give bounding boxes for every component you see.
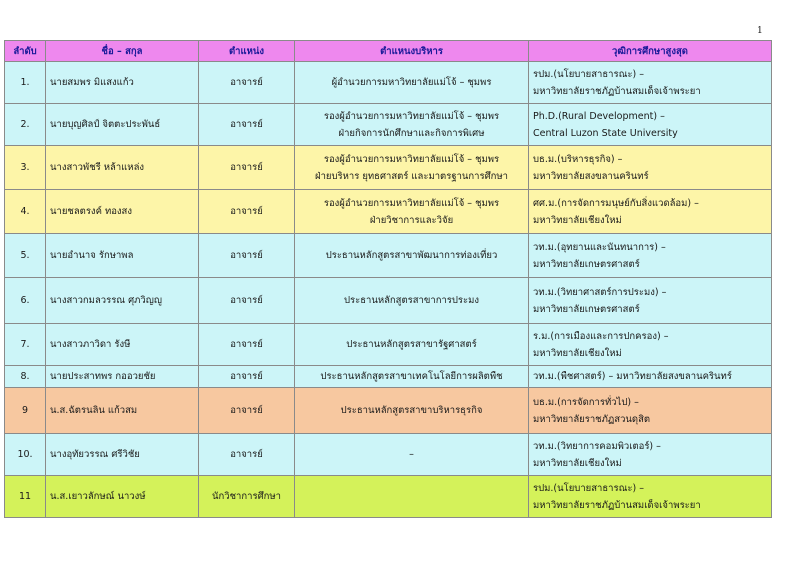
cell-education-line: มหาวิทยาลัยสงขลานครินทร์ bbox=[533, 170, 649, 182]
cell-education-line: มหาวิทยาลัยราชภัฏบ้านสมเด็จเจ้าพระยา bbox=[533, 85, 701, 97]
cell-admin-position-line: ฝ่ายกิจการนักศึกษาและกิจการพิเศษ bbox=[338, 127, 485, 139]
cell-position-text: อาจารย์ bbox=[230, 250, 263, 261]
cell-order bbox=[5, 62, 46, 104]
cell-position bbox=[199, 434, 295, 476]
cell-education-line: มหาวิทยาลัยเชียงใหม่ bbox=[533, 347, 622, 359]
cell-education-line: รปม.(นโยบายสาธารณะ) – bbox=[533, 482, 644, 494]
cell-education bbox=[529, 146, 772, 190]
header-education: วุฒิการศึกษาสูงสุด bbox=[529, 41, 772, 62]
table-row bbox=[5, 434, 772, 476]
cell-position-text: อาจารย์ bbox=[230, 449, 263, 460]
cell-name bbox=[46, 476, 199, 518]
cell-order bbox=[5, 434, 46, 476]
table-row bbox=[5, 62, 772, 104]
table-row bbox=[5, 234, 772, 278]
cell-education bbox=[529, 366, 772, 388]
cell-position bbox=[199, 278, 295, 324]
cell-order-text: 6. bbox=[20, 295, 30, 306]
cell-order-text: 8. bbox=[20, 371, 30, 382]
cell-position-text: อาจารย์ bbox=[230, 295, 263, 306]
table-row bbox=[5, 324, 772, 366]
cell-order bbox=[5, 324, 46, 366]
cell-name bbox=[46, 366, 199, 388]
cell-admin-position bbox=[295, 366, 529, 388]
cell-order-text: 7. bbox=[20, 339, 30, 350]
cell-education-line: ศศ.ม.(การจัดการมนุษย์กับสิ่งแวดล้อม) – bbox=[533, 197, 699, 209]
cell-admin-position-line: ประธานหลักสูตรสาขารัฐศาสตร์ bbox=[346, 339, 477, 350]
cell-education-line: Ph.D.(Rural Development) – bbox=[533, 110, 665, 122]
cell-order bbox=[5, 234, 46, 278]
table-header-row bbox=[5, 41, 772, 62]
cell-name bbox=[46, 324, 199, 366]
cell-education-line: วท.ม.(วิทยาศาสตร์การประมง) – bbox=[533, 286, 667, 298]
cell-name-text: นางสาวกมลวรรณ ศุภวิญญู bbox=[50, 295, 162, 306]
cell-education bbox=[529, 476, 772, 518]
header-position: ตำแหน่ง bbox=[199, 41, 295, 62]
cell-education bbox=[529, 190, 772, 234]
cell-admin-position bbox=[295, 190, 529, 234]
cell-name-text: นายอำนาจ รักษาพล bbox=[50, 250, 134, 261]
cell-position-text: อาจารย์ bbox=[230, 162, 263, 173]
cell-position bbox=[199, 366, 295, 388]
cell-education bbox=[529, 324, 772, 366]
staff-table bbox=[4, 40, 772, 518]
table-row bbox=[5, 190, 772, 234]
cell-admin-position-line: ประธานหลักสูตรสาขาพัฒนาการท่องเที่ยว bbox=[325, 250, 498, 261]
table-row bbox=[5, 366, 772, 388]
cell-education bbox=[529, 278, 772, 324]
cell-education-line: รปม.(นโยบายสาธารณะ) – bbox=[533, 68, 644, 80]
cell-name-text: น.ส.เยาวลักษณ์ นาวงษ์ bbox=[50, 491, 146, 502]
cell-education-line: วท.ม.(วิทยาการคอมพิวเตอร์) – bbox=[533, 440, 661, 452]
cell-order-text: 2. bbox=[20, 119, 30, 130]
table-row bbox=[5, 146, 772, 190]
cell-position-text: อาจารย์ bbox=[230, 405, 263, 416]
cell-position bbox=[199, 62, 295, 104]
table-row bbox=[5, 104, 772, 146]
cell-name-text: นางสาวภาวิดา รังษี bbox=[50, 339, 131, 350]
cell-order bbox=[5, 146, 46, 190]
cell-admin-position-line: ประธานหลักสูตรสาขาเทคโนโลยีการผลิตพืช bbox=[320, 371, 503, 382]
header-order: ลำดับ bbox=[5, 41, 46, 62]
cell-education bbox=[529, 104, 772, 146]
cell-position-text: นักวิชาการศึกษา bbox=[212, 491, 281, 502]
cell-education-line: บธ.ม.(บริหารธุรกิจ) – bbox=[533, 153, 623, 165]
cell-name-text: นายสมพร มิแสงแก้ว bbox=[50, 77, 134, 88]
table-row bbox=[5, 476, 772, 518]
cell-education-line: มหาวิทยาลัยราชภัฏสวนดุสิต bbox=[533, 413, 651, 425]
cell-education-line: มหาวิทยาลัยราชภัฏบ้านสมเด็จเจ้าพระยา bbox=[533, 499, 701, 511]
cell-position bbox=[199, 388, 295, 434]
cell-order bbox=[5, 388, 46, 434]
cell-position-text: อาจารย์ bbox=[230, 371, 263, 382]
cell-order-text: 1. bbox=[20, 77, 30, 88]
cell-admin-position bbox=[295, 476, 529, 518]
cell-admin-position bbox=[295, 324, 529, 366]
cell-name-text: นางอุทัยวรรณ ศรีวิชัย bbox=[50, 449, 140, 460]
cell-education bbox=[529, 234, 772, 278]
cell-name bbox=[46, 62, 199, 104]
cell-name bbox=[46, 146, 199, 190]
cell-order-text: 9 bbox=[21, 405, 29, 416]
cell-name bbox=[46, 278, 199, 324]
cell-admin-position-line: ผู้อำนวยการมหาวิทยาลัยแม่โจ้ – ชุมพร bbox=[331, 77, 492, 88]
cell-position bbox=[199, 324, 295, 366]
cell-position-text: อาจารย์ bbox=[230, 339, 263, 350]
cell-name bbox=[46, 234, 199, 278]
cell-order bbox=[5, 366, 46, 388]
cell-education-line: มหาวิทยาลัยเชียงใหม่ bbox=[533, 214, 622, 226]
cell-order-text: 5. bbox=[20, 250, 30, 261]
cell-name bbox=[46, 104, 199, 146]
cell-name-text: น.ส.ฉัตรนลิน แก้วสม bbox=[50, 405, 138, 416]
cell-admin-position bbox=[295, 146, 529, 190]
table-row bbox=[5, 388, 772, 434]
header-admin-position: ตำแหนงบริหาร bbox=[295, 41, 529, 62]
cell-education-line: วท.ม.(พืชศาสตร์) – มหาวิทยาลัยสงขลานครินทร์ bbox=[533, 371, 732, 382]
cell-position bbox=[199, 476, 295, 518]
table-row bbox=[5, 278, 772, 324]
cell-name bbox=[46, 434, 199, 476]
cell-order bbox=[5, 190, 46, 234]
cell-admin-position bbox=[295, 388, 529, 434]
cell-order-text: 4. bbox=[20, 206, 30, 217]
cell-admin-position bbox=[295, 62, 529, 104]
cell-admin-position-line: รองผู้อำนวยการมหาวิทยาลัยแม่โจ้ – ชุมพร bbox=[323, 110, 500, 122]
cell-education-line: มหาวิทยาลัยเกษตรศาสตร์ bbox=[533, 303, 640, 315]
cell-name bbox=[46, 190, 199, 234]
cell-admin-position bbox=[295, 104, 529, 146]
cell-education bbox=[529, 62, 772, 104]
cell-order-text: 11 bbox=[18, 491, 32, 502]
cell-position-text: อาจารย์ bbox=[230, 77, 263, 88]
cell-position bbox=[199, 146, 295, 190]
cell-order bbox=[5, 476, 46, 518]
cell-position bbox=[199, 190, 295, 234]
cell-admin-position bbox=[295, 234, 529, 278]
cell-education bbox=[529, 388, 772, 434]
cell-name-text: นายประสาทพร กออวยชัย bbox=[50, 371, 156, 382]
cell-education-line: วท.ม.(อุทยานและนันทนาการ) – bbox=[533, 241, 666, 253]
cell-admin-position-line: ประธานหลักสูตรสาขาบริหารธุรกิจ bbox=[340, 405, 483, 416]
cell-order bbox=[5, 278, 46, 324]
cell-admin-position bbox=[295, 434, 529, 476]
cell-education bbox=[529, 434, 772, 476]
cell-admin-position-line: รองผู้อำนวยการมหาวิทยาลัยแม่โจ้ – ชุมพร bbox=[323, 197, 500, 209]
cell-education-line: บธ.ม.(การจัดการทั่วไป) – bbox=[533, 396, 639, 408]
cell-admin-position bbox=[295, 278, 529, 324]
cell-order-text: 3. bbox=[20, 162, 30, 173]
cell-position-text: อาจารย์ bbox=[230, 119, 263, 130]
cell-education-line: ร.ม.(การเมืองและการปกครอง) – bbox=[533, 330, 669, 342]
cell-name-text: นางสาวพัชรี หล้าแหล่ง bbox=[50, 162, 145, 173]
cell-admin-position-line: ประธานหลักสูตรสาขาการประมง bbox=[343, 295, 480, 306]
page-number: 1 bbox=[757, 26, 763, 36]
cell-position bbox=[199, 234, 295, 278]
cell-order-text: 10. bbox=[17, 449, 33, 460]
cell-education-line: มหาวิทยาลัยเชียงใหม่ bbox=[533, 457, 622, 469]
cell-admin-position-line: รองผู้อำนวยการมหาวิทยาลัยแม่โจ้ – ชุมพร bbox=[323, 153, 500, 165]
cell-admin-position-line: ฝ่ายวิชาการและวิจัย bbox=[369, 214, 454, 226]
cell-order bbox=[5, 104, 46, 146]
cell-education-line: มหาวิทยาลัยเกษตรศาสตร์ bbox=[533, 258, 640, 270]
cell-name bbox=[46, 388, 199, 434]
cell-position-text: อาจารย์ bbox=[230, 206, 263, 217]
table-body bbox=[5, 62, 772, 518]
cell-admin-position-line: ฝ่ายบริหาร ยุทธศาสตร์ และมาตรฐานการศึกษา bbox=[315, 170, 508, 182]
cell-name-text: นายชลตรงค์ ทองสง bbox=[50, 206, 132, 217]
cell-name-text: นายบุญศิลป์ จิตตะประพันธ์ bbox=[50, 119, 161, 130]
cell-education-line: Central Luzon State University bbox=[533, 127, 678, 139]
cell-admin-position-line: – bbox=[409, 449, 414, 460]
header-name: ชื่อ – สกุล bbox=[46, 41, 199, 62]
cell-position bbox=[199, 104, 295, 146]
